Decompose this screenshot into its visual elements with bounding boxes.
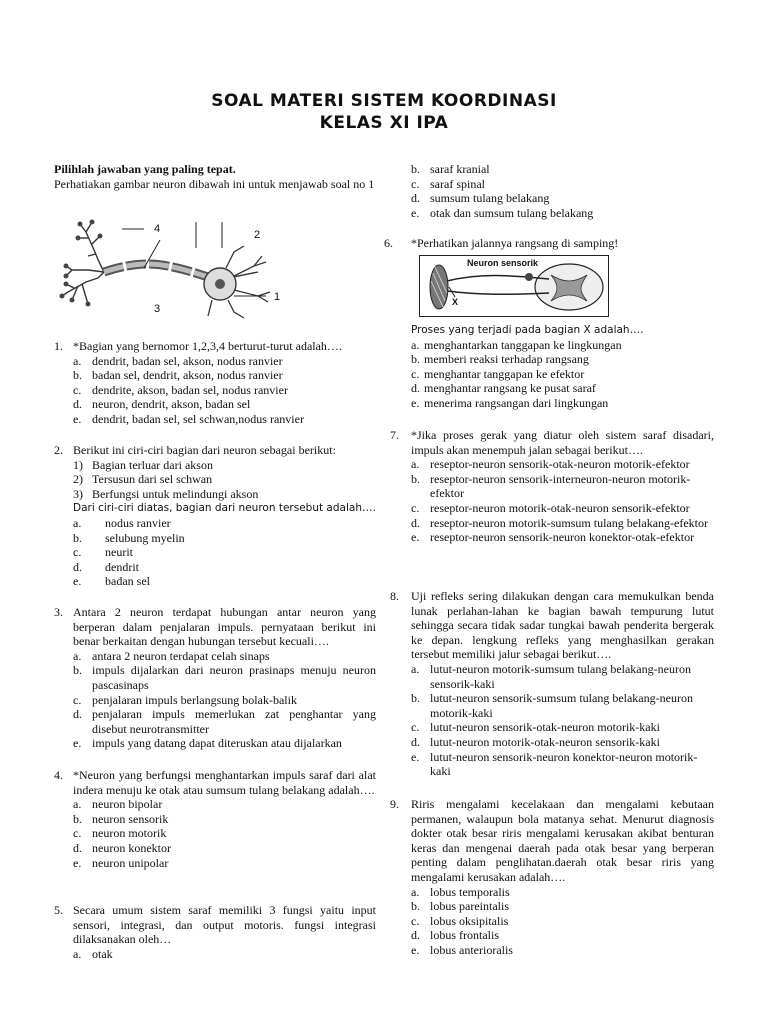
- list-item: 2) Tersusun dari sel schwan: [73, 472, 213, 487]
- option[interactable]: e. dendrit, badan sel, sel schwan,nodus ranvier: [73, 411, 304, 426]
- option[interactable]: a. menghantarkan tanggapan ke lingkungan: [411, 337, 622, 352]
- question-text: *Neuron yang berfungsi menghantarkan impuls saraf dari alat indera menuju ke otak atau sumsum tulang belakang adalah….: [73, 768, 376, 797]
- option[interactable]: b. selubung myelin: [73, 530, 185, 545]
- option[interactable]: a. reseptor-neuron sensorik-otak-neuron motorik-efektor: [411, 457, 690, 472]
- options: [54, 354, 376, 427]
- option[interactable]: d. menghantar rangsang ke pusat saraf: [411, 381, 596, 396]
- question-8: [390, 589, 714, 779]
- question-3: [54, 605, 376, 751]
- option[interactable]: b. lutut-neuron sensorik-sumsum tulang belakang-neuron motorik-kaki: [411, 691, 693, 720]
- option[interactable]: c. penjalaran impuls berlangsung bolak-balik: [73, 692, 297, 707]
- option[interactable]: a. neuron bipolar: [73, 797, 163, 812]
- option[interactable]: c. lobus oksipitalis: [411, 913, 509, 928]
- question-number: 2.: [54, 443, 63, 457]
- option[interactable]: a. lobus temporalis: [411, 884, 510, 899]
- option[interactable]: c. menghantar tanggapan ke efektor: [411, 366, 585, 381]
- question-5: [54, 903, 376, 961]
- figure1-label-1: 1: [274, 291, 281, 303]
- option[interactable]: e. lutut-neuron sensorik-neuron konektor-neuron motorik-kaki: [411, 749, 698, 779]
- option[interactable]: c. saraf spinal: [411, 176, 485, 191]
- page-title: SOAL MATERI SISTEM KOORDINASI: [211, 91, 557, 111]
- neuron-figure: [58, 212, 294, 324]
- options: [54, 797, 376, 870]
- question-number: 1.: [54, 339, 63, 353]
- question-text: Riris mengalami kecelakaan dan mengalami kebutaan permanen, walaupun bola matanya sehat. Menurut diagnosis dokter otak besar riris mengalami kerusakan akibat benturan keras dan mengenai daerah pada otak besar yang berperan penting dalam penglihatan.daerah otak besar riris yang mengalami kerusakan adalah….: [411, 797, 714, 884]
- option[interactable]: b. neuron sensorik: [73, 811, 169, 826]
- question-number: 7.: [390, 428, 399, 442]
- question-1: [54, 339, 376, 427]
- option[interactable]: e. reseptor-neuron sensorik-neuron konektor-otak-efektor: [411, 530, 695, 545]
- option[interactable]: a. nodus ranvier: [73, 515, 171, 530]
- option[interactable]: d. neuron, dendrit, akson, badan sel: [73, 397, 251, 412]
- question-text: *Jika proses gerak yang diatur oleh sistem saraf disadari, impuls akan menempuh jalan sebagai berikut….: [411, 428, 714, 457]
- option[interactable]: e. impuls yang datang dapat diteruskan atau dijalarkan: [73, 736, 342, 751]
- question-prompt: Dari ciri-ciri diatas, bagian dari neuron tersebut adalah….: [73, 502, 376, 515]
- list-item: 1) Bagian terluar dari akson: [73, 457, 213, 472]
- list-item: 3) Berfungsi untuk melindungi akson: [73, 486, 259, 501]
- question-2: [54, 443, 376, 589]
- question-text: Secara umum sistem saraf memiliki 3 fungsi yaitu input sensori, integrasi, dan output motoris. fungsi integrasi dilaksanakan oleh…: [73, 903, 376, 947]
- reflex-label-sensory: Neuron sensorik: [467, 258, 539, 268]
- option[interactable]: b. saraf kranial: [411, 162, 490, 176]
- option[interactable]: d. dendrit: [73, 559, 139, 574]
- option[interactable]: c. neurit: [73, 545, 133, 560]
- option[interactable]: b. impuls dijalarkan dari neuron prasinaps menuju neuron pascasinaps: [73, 663, 376, 692]
- option[interactable]: b. reseptor-neuron sensorik-interneuron-neuron motorik-efektor: [411, 471, 691, 501]
- option[interactable]: a. lutut-neuron motorik-sumsum tulang belakang-neuron sensorik-kaki: [411, 661, 691, 691]
- option[interactable]: d. reseptor-neuron motorik-sumsum tulang belakang-efektor: [411, 515, 709, 530]
- question-9: [390, 797, 714, 958]
- option[interactable]: e. otak dan sumsum tulang belakang: [411, 205, 594, 220]
- question-number: 3.: [54, 605, 63, 619]
- option[interactable]: c. reseptor-neuron motorik-otak-neuron sensorik-efektor: [411, 500, 690, 515]
- option[interactable]: b. memberi reaksi terhadap rangsang: [411, 352, 589, 367]
- option[interactable]: e. menerima rangsangan dari lingkungan: [411, 395, 609, 410]
- question-number: 9.: [390, 797, 399, 811]
- options: [390, 885, 714, 958]
- option[interactable]: b. badan sel, dendrit, akson, nodus ranvier: [73, 368, 283, 383]
- instructions: [54, 162, 376, 191]
- question-text: *Bagian yang bernomor 1,2,3,4 berturut-turut adalah….: [73, 339, 342, 353]
- question-number: 4.: [54, 768, 63, 782]
- figure1-label-4: 4: [154, 223, 161, 235]
- instruction-text: Pilihlah jawaban yang paling tepat.: [54, 162, 236, 176]
- options: [54, 947, 376, 962]
- question-text: *Perhatikan jalannya rangsang di samping!: [411, 236, 619, 250]
- question-4: [54, 768, 376, 870]
- option[interactable]: e. neuron unipolar: [73, 855, 169, 870]
- option[interactable]: d. sumsum tulang belakang: [411, 191, 550, 206]
- question-text: Berikut ini ciri-ciri bagian dari neuron sebagai berikut:: [73, 443, 336, 457]
- question-6-body: [411, 323, 714, 411]
- option[interactable]: a. dendrit, badan sel, akson, nodus ranvier: [73, 353, 283, 368]
- reflex-label-x: X: [452, 297, 459, 307]
- question-number: 8.: [390, 589, 399, 603]
- question-text: Uji refleks sering dilakukan dengan cara memukulkan benda lunak perlahan-lahan ke bagian bawah tempurung lutut sehingga secara tidak sadar tungkai bawah penderita bergerak ke depan. lengkung refleks yang menghasilkan gerakan tersebut memiliki jalur sebagai berikut….: [411, 589, 714, 662]
- option[interactable]: c. neuron motorik: [73, 826, 167, 841]
- page-subtitle: KELAS XI IPA: [319, 113, 449, 133]
- question-5-continued: [411, 162, 711, 220]
- question-prompt: Proses yang terjadi pada bagian X adalah….: [411, 324, 644, 336]
- options: [390, 457, 714, 545]
- option[interactable]: d. penjalaran impuls memerlukan zat penghantar yang disebut neurotransmitter: [73, 707, 376, 736]
- figure1-label-2: 2: [254, 229, 261, 241]
- options: [390, 662, 714, 779]
- options: [54, 516, 376, 589]
- question-number: 5.: [54, 903, 63, 917]
- figure1-label-3: 3: [154, 303, 161, 315]
- question-number: 6.: [384, 236, 393, 250]
- option[interactable]: a. otak: [73, 946, 113, 961]
- intro-text: Perhatiakan gambar neuron dibawah ini untuk menjawab soal no 1: [54, 176, 375, 191]
- option[interactable]: b. lobus pareintalis: [411, 899, 509, 914]
- question-7: [390, 428, 714, 545]
- option[interactable]: a. antara 2 neuron terdapat celah sinaps: [73, 648, 270, 663]
- question-text: Antara 2 neuron terdapat hubungan antar neuron yang berperan dalam penjalaran impuls. pernyataan berikut ini benar berkaitan dengan hubungan tersebut kecuali….: [73, 605, 376, 649]
- options: [54, 649, 376, 751]
- option[interactable]: c. dendrite, akson, badan sel, nodus ranvier: [73, 382, 288, 397]
- option[interactable]: d. lobus frontalis: [411, 928, 499, 943]
- reflex-figure: [419, 255, 609, 317]
- option[interactable]: e. badan sel: [73, 574, 150, 589]
- option[interactable]: e. lobus anterioralis: [411, 942, 513, 957]
- question-6: [384, 236, 714, 251]
- option[interactable]: c. lutut-neuron sensorik-otak-neuron motorik-kaki: [411, 720, 660, 735]
- option[interactable]: d. lutut-neuron motorik-otak-neuron sensorik-kaki: [411, 734, 660, 749]
- statement-list: [54, 458, 376, 516]
- option[interactable]: d. neuron konektor: [73, 840, 171, 855]
